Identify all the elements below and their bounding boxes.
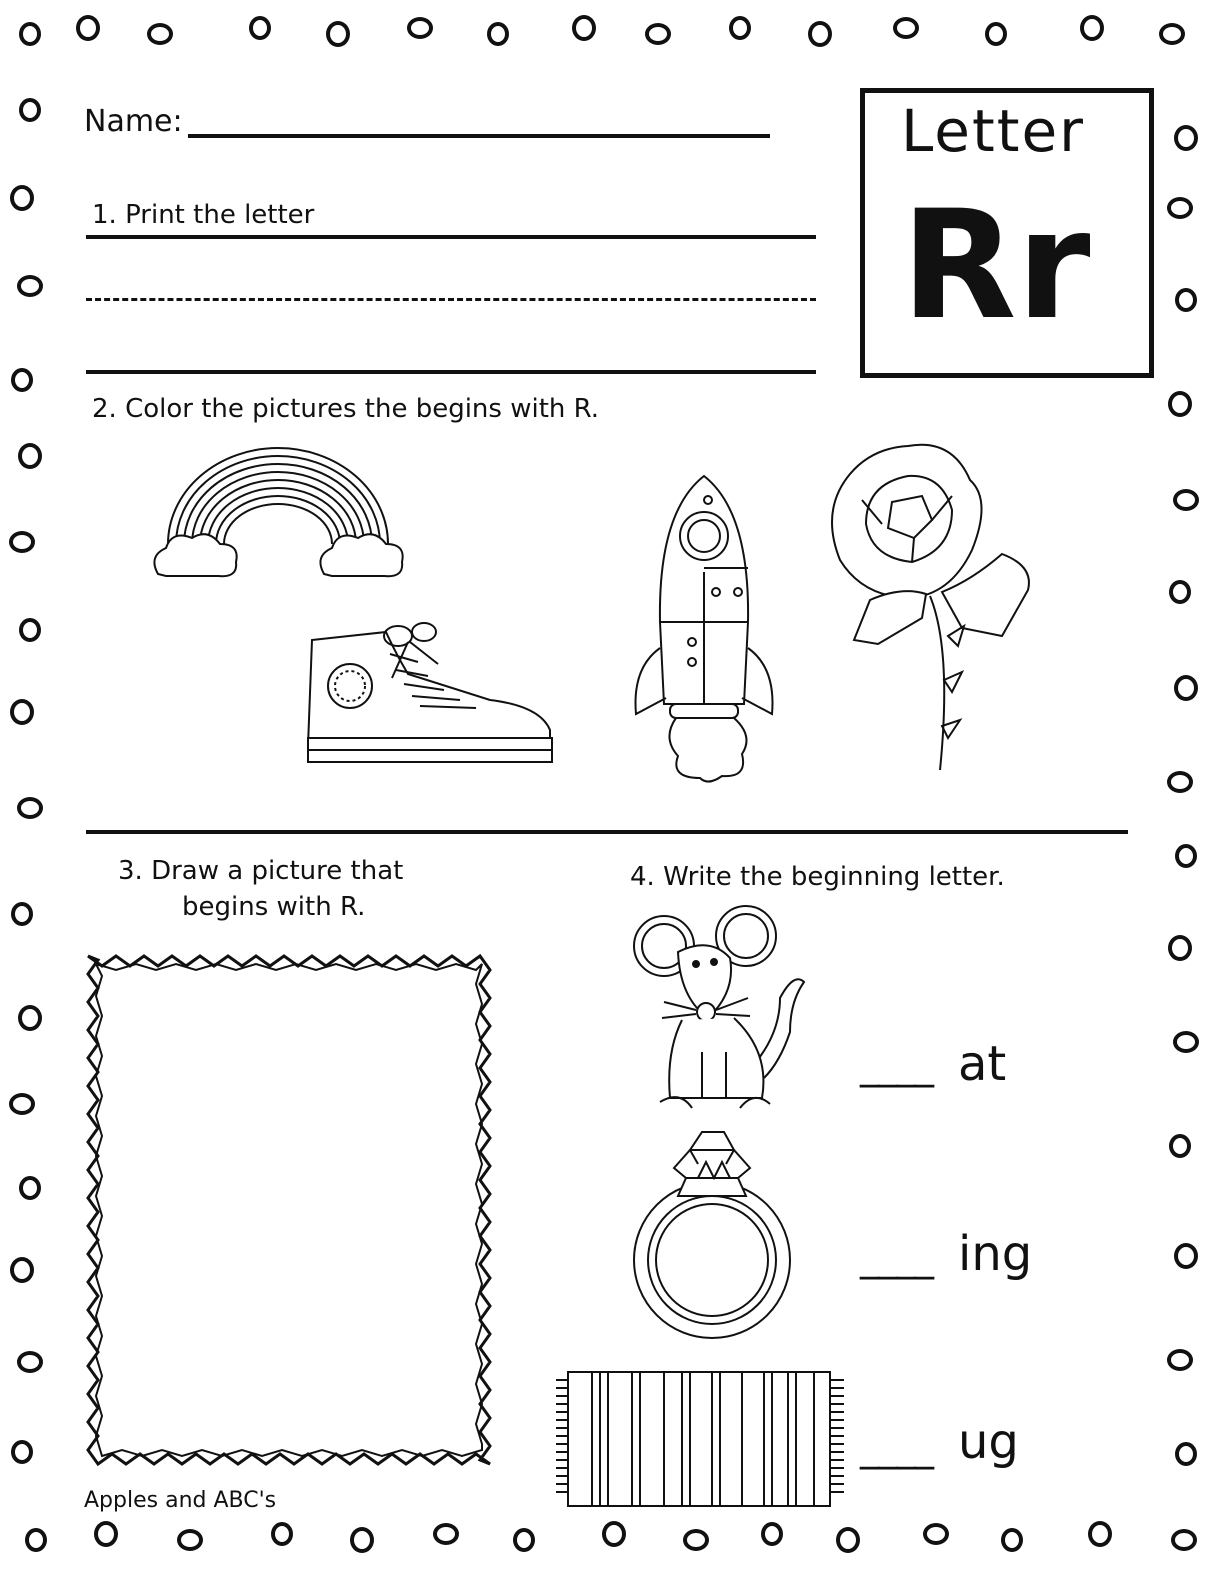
border-ring-icon: [177, 1529, 203, 1551]
ending-ug: ug: [958, 1414, 1019, 1470]
border-ring-icon: [487, 22, 509, 46]
border-ring-icon: [1167, 771, 1193, 793]
border-ring-icon: [11, 368, 33, 392]
border-ring-icon: [1175, 844, 1197, 868]
blank-rug[interactable]: ____: [860, 1424, 932, 1470]
border-ring-icon: [1168, 935, 1192, 961]
section2-label: 2. Color the pictures the begins with R.: [92, 394, 600, 424]
border-ring-icon: [76, 15, 100, 41]
footer-credit: Apples and ABC's: [84, 1488, 277, 1513]
border-ring-icon: [808, 21, 832, 47]
border-ring-icon: [1173, 489, 1199, 511]
border-ring-icon: [19, 618, 41, 642]
border-ring-icon: [271, 1522, 293, 1546]
border-ring-icon: [761, 1522, 783, 1546]
rainbow-icon[interactable]: [148, 444, 408, 584]
rocket-icon[interactable]: [630, 472, 780, 786]
section3-label-line1: 3. Draw a picture that: [118, 856, 404, 886]
border-ring-icon: [602, 1521, 626, 1547]
border-ring-icon: [249, 16, 271, 40]
border-ring-icon: [19, 1176, 41, 1200]
border-ring-icon: [407, 17, 433, 39]
border-ring-icon: [1173, 1031, 1199, 1053]
border-ring-icon: [94, 1521, 118, 1547]
border-ring-icon: [1080, 15, 1104, 41]
border-ring-icon: [350, 1527, 374, 1553]
border-ring-icon: [1174, 1243, 1198, 1269]
border-ring-icon: [1174, 675, 1198, 701]
border-ring-icon: [17, 797, 43, 819]
border-ring-icon: [17, 1351, 43, 1373]
name-line[interactable]: [188, 134, 770, 138]
border-ring-icon: [9, 1093, 35, 1115]
section-divider: [86, 830, 1128, 834]
sneaker-icon[interactable]: [300, 614, 560, 770]
border-ring-icon: [11, 902, 33, 926]
border-ring-icon: [1001, 1528, 1023, 1552]
rug-icon[interactable]: [552, 1366, 848, 1512]
border-ring-icon: [729, 16, 751, 40]
border-ring-icon: [683, 1529, 709, 1551]
border-ring-icon: [11, 1440, 33, 1464]
border-ring-icon: [513, 1528, 535, 1552]
border-ring-icon: [1167, 197, 1193, 219]
border-ring-icon: [9, 531, 35, 553]
border-ring-icon: [1168, 391, 1192, 417]
border-ring-icon: [326, 21, 350, 47]
drawing-frame[interactable]: [84, 952, 494, 1468]
border-ring-icon: [923, 1523, 949, 1545]
border-ring-icon: [1174, 125, 1198, 151]
border-ring-icon: [1167, 1349, 1193, 1371]
border-ring-icon: [1171, 1529, 1197, 1551]
border-ring-icon: [893, 17, 919, 39]
border-ring-icon: [25, 1528, 47, 1552]
border-ring-icon: [572, 15, 596, 41]
letter-box: [860, 88, 1154, 378]
print-base-line[interactable]: [86, 370, 816, 374]
print-mid-dashed-line[interactable]: [86, 298, 816, 301]
rat-icon[interactable]: [630, 902, 810, 1114]
ring-icon[interactable]: [630, 1128, 798, 1342]
border-ring-icon: [645, 23, 671, 45]
blank-rat[interactable]: ____: [860, 1042, 932, 1088]
border-ring-icon: [19, 22, 41, 46]
border-ring-icon: [433, 1523, 459, 1545]
letter-box-letter: Rr: [901, 179, 1091, 353]
section1-label: 1. Print the letter: [92, 200, 315, 230]
border-ring-icon: [18, 443, 42, 469]
section3-label-line2: begins with R.: [182, 892, 366, 922]
section4-label: 4. Write the beginning letter.: [630, 862, 1005, 892]
border-ring-icon: [1175, 288, 1197, 312]
border-ring-icon: [147, 23, 173, 45]
border-ring-icon: [1169, 580, 1191, 604]
border-ring-icon: [17, 275, 43, 297]
border-ring-icon: [10, 1257, 34, 1283]
border-ring-icon: [10, 699, 34, 725]
blank-ring[interactable]: ____: [860, 1234, 932, 1280]
border-ring-icon: [1175, 1442, 1197, 1466]
border-ring-icon: [836, 1527, 860, 1553]
name-label: Name:: [84, 104, 183, 139]
print-top-line[interactable]: [86, 235, 816, 239]
ending-ing: ing: [958, 1226, 1033, 1282]
rose-icon[interactable]: [822, 440, 1042, 786]
border-ring-icon: [1088, 1521, 1112, 1547]
letter-box-title: Letter: [901, 97, 1085, 165]
border-ring-icon: [10, 185, 34, 211]
ending-at: at: [958, 1036, 1007, 1092]
border-ring-icon: [18, 1005, 42, 1031]
border-ring-icon: [1159, 23, 1185, 45]
border-ring-icon: [19, 98, 41, 122]
border-ring-icon: [1169, 1134, 1191, 1158]
border-ring-icon: [985, 22, 1007, 46]
